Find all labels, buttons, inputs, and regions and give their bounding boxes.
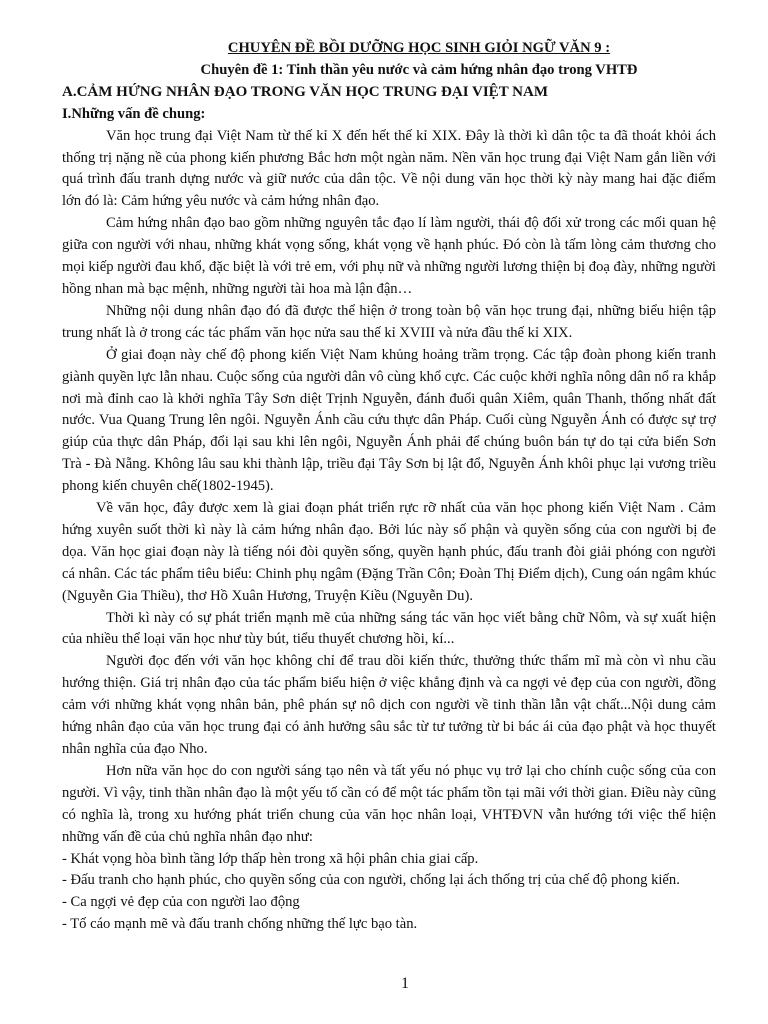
- document-main-title: CHUYÊN ĐỀ BỒI DƯỠNG HỌC SINH GIỎI NGỮ VĂN 9 :: [227, 40, 611, 56]
- paragraph: Cảm hứng nhân đạo bao gồm những nguyên tắc đạo lí làm người, thái độ đối xử trong các mối quan hệ giữa con người với nhau, những khát vọng sống, khát vọng về hạnh phúc. Đó còn là tấm lòng cảm thương cho mọi kiếp người đau khổ, đặc biệt là với trẻ em, với phụ nữ và những người lương thiện bị đoạ đày, những người hồng nhan mà bạc mệnh, những người tài hoa mà lận đận…: [62, 215, 716, 297]
- document-page: [62, 38, 716, 936]
- list-item: - Khát vọng hòa bình tầng lớp thấp hèn trong xã hội phân chia giai cấp.: [62, 850, 479, 867]
- section-i-heading: I.Những vấn đề chung:: [62, 105, 206, 122]
- paragraph: Về văn học, đây được xem là giai đoạn phát triển rực rỡ nhất của văn học phong kiến Việt Nam . Cảm hứng xuyên suốt thời kì này là cảm hứng nhân đạo. Bởi lúc này số phận và quyền sống của con người bị đe dọa. Văn học giai đoạn này là tiếng nói đòi quyền sống, quyền hạnh phúc, đấu tranh đòi giải phóng con người cá nhân. Các tác phẩm tiêu biểu: Chinh phụ ngâm (Đặng Trần Côn; Đoàn Thị Điểm dịch), Cung oán ngâm khúc (Nguyễn Gia Thiều), thơ Hồ Xuân Hương, Truyện Kiều (Nguyễn Du).: [62, 500, 716, 604]
- paragraph: Ở giai đoạn này chế độ phong kiến Việt Nam khủng hoảng trầm trọng. Các tập đoàn phong kiến tranh giành quyền lực lẫn nhau. Cuộc sống của người dân vô cùng khổ cực. Các cuộc khởi nghĩa nông dân nổ ra khắp nơi mà đỉnh cao là khởi nghĩa Tây Sơn diệt Trịnh Nguyễn, đánh đuổi quân Xiêm, quân Thanh, thống nhất đất nước. Vua Quang Trung lên ngôi. Nguyễn Ánh cầu cứu thực dân Pháp. Cuối cùng Nguyễn Ánh có được sự trợ giúp của thực dân Pháp, đổi lại sau khi lên ngôi, Nguyễn Ánh phải để chúng buôn bán tự do tại cửa biển Sơn Trà - Đà Nẵng. Không lâu sau khi thành lập, triều đại Tây Sơn bị lật đổ, Nguyễn Ánh khôi phục lại vương triều phong kiến chuyên chế(1802-1945).: [62, 346, 716, 495]
- paragraph: Thời kì này có sự phát triển mạnh mẽ của những sáng tác văn học viết bằng chữ Nôm, và sự xuất hiện của nhiều thể loại văn học như tùy bút, tiểu thuyết chương hồi, kí...: [62, 609, 716, 648]
- paragraph: Người đọc đến với văn học không chỉ để trau dồi kiến thức, thưởng thức thẩm mĩ mà còn vì nhu cầu hướng thiện. Giá trị nhân đạo của tác phẩm biểu hiện ở việc khẳng định và ca ngợi vẻ đẹp của con người, đồng cảm với những khát vọng nhân bản, phê phán sự nô dịch con người về tinh thần lẫn vật chất...Nội dung cảm hứng nhân đạo của văn học trung đại có ảnh hưởng sâu sắc từ tư tưởng từ bi bác ái của đạo phật và học thuyết nhân nghĩa của đạo Nho.: [62, 653, 716, 757]
- paragraph: Văn học trung đại Việt Nam từ thế kỉ X đến hết thế kỉ XIX. Đây là thời kì dân tộc ta đã thoát khỏi ách thống trị nặng nề của phong kiến phương Bắc hơn một ngàn năm. Nền văn học trung đại Việt Nam gắn liền với quá trình đấu tranh dựng nước và giữ nước của dân tộc. Về nội dung văn học thời kỳ này mang hai đặc điểm lớn đó là: Cảm hứng yêu nước và cảm hứng nhân đạo.: [62, 127, 716, 210]
- section-a-heading: A.CẢM HỨNG NHÂN ĐẠO TRONG VĂN HỌC TRUNG ĐẠI VIỆT NAM: [62, 83, 548, 100]
- topic-title: Chuyên đề 1: Tinh thần yêu nước và cảm hứng nhân đạo trong VHTĐ: [200, 61, 638, 78]
- list-item: - Tố cáo mạnh mẽ và đấu tranh chống những thế lực bạo tàn.: [62, 916, 418, 933]
- paragraph: Những nội dung nhân đạo đó đã được thể hiện ở trong toàn bộ văn học trung đại, những biểu hiện tập trung nhất là ở trong các tác phẩm văn học nửa sau thế kỉ XVIII và nửa đầu thế kỉ XIX.: [62, 302, 716, 341]
- list-item: - Đấu tranh cho hạnh phúc, cho quyền sống của con người, chống lại ách thống trị của chế độ phong kiến.: [62, 872, 680, 889]
- paragraph: Hơn nữa văn học do con người sáng tạo nên và tất yếu nó phục vụ trở lại cho chính cuộc sống của con người. Vì vậy, tinh thần nhân đạo là một yếu tố cần có để một tác phẩm tồn tại mãi với thời gian. Điều này cũng có nghĩa là, trong xu hướng phát triển chung của văn học nhân loại, VHTĐVN vẫn hướng tới việc thể hiện những vấn đề của chủ nghĩa nhân đạo như:: [62, 762, 716, 845]
- page-number: 1: [401, 975, 409, 992]
- humanism-issues-list: [62, 849, 716, 937]
- list-item: - Ca ngợi vẻ đẹp của con người lao động: [62, 894, 300, 911]
